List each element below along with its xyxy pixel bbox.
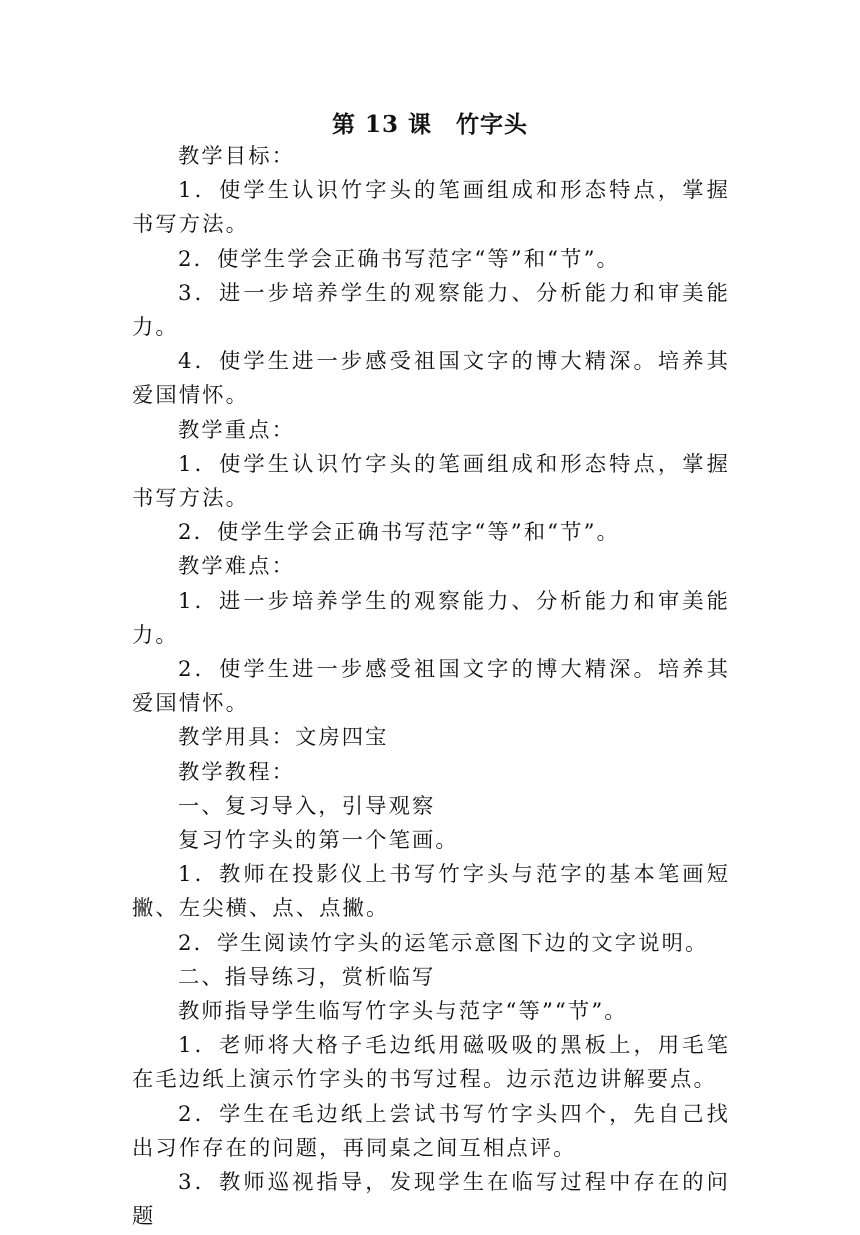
lesson-body	[132, 140, 730, 1235]
paragraph: 教学目标：	[178, 144, 295, 169]
paragraph: 二、指导练习，赏析临写	[178, 964, 436, 990]
paragraph: 1．使学生认识竹字头的笔画组成和形态特点，掌握书写方法。	[132, 451, 730, 512]
paragraph: 教学教程：	[178, 759, 295, 785]
paragraph: 2．学生阅读竹字头的运笔示意图下边的文字说明。	[178, 930, 709, 956]
lesson-title: 第 13 课 竹字头	[331, 111, 529, 138]
paragraph: 教学难点：	[178, 554, 295, 580]
paragraph: 1．进一步培养学生的观察能力、分析能力和审美能力。	[132, 588, 730, 648]
paragraph: 复习竹字头的第一个笔画。	[178, 828, 459, 854]
paragraph: 教学用具：文房四宝	[178, 725, 389, 751]
paragraph: 教师指导学生临写竹字头与范字“等”“节”。	[178, 999, 628, 1025]
paragraph: 2．学生在毛边纸上尝试书写竹字头四个，先自己找出习作存在的问题，再同桌之间互相点评。	[132, 1101, 730, 1161]
paragraph: 1．老师将大格子毛边纸用磁吸吸的黑板上，用毛笔在毛边纸上演示竹字头的书写过程。边示范边讲解要点。	[132, 1033, 730, 1093]
paragraph: 3．教师巡视指导，发现学生在临写过程中存在的问题	[132, 1170, 730, 1230]
paragraph: 2．使学生进一步感受祖国文字的博大精深。培养其爱国情怀。	[132, 657, 730, 717]
paragraph: 2．使学生学会正确书写范字“等”和“节”。	[178, 520, 620, 546]
paragraph: 1．教师在投影仪上书写竹字头与范字的基本笔画短撇、左尖横、点、点撇。	[132, 862, 730, 922]
paragraph: 3．进一步培养学生的观察能力、分析能力和审美能力。	[132, 280, 730, 341]
paragraph: 教学重点：	[178, 417, 295, 443]
paragraph: 一、复习导入，引导观察	[178, 793, 436, 819]
paragraph: 4．使学生进一步感受祖国文字的博大精深。培养其爱国情怀。	[132, 349, 730, 409]
paragraph: 2．使学生学会正确书写范字“等”和“节”。	[178, 246, 620, 272]
paragraph: 1．使学生认识竹字头的笔画组成和形态特点，掌握书写方法。	[132, 178, 730, 238]
